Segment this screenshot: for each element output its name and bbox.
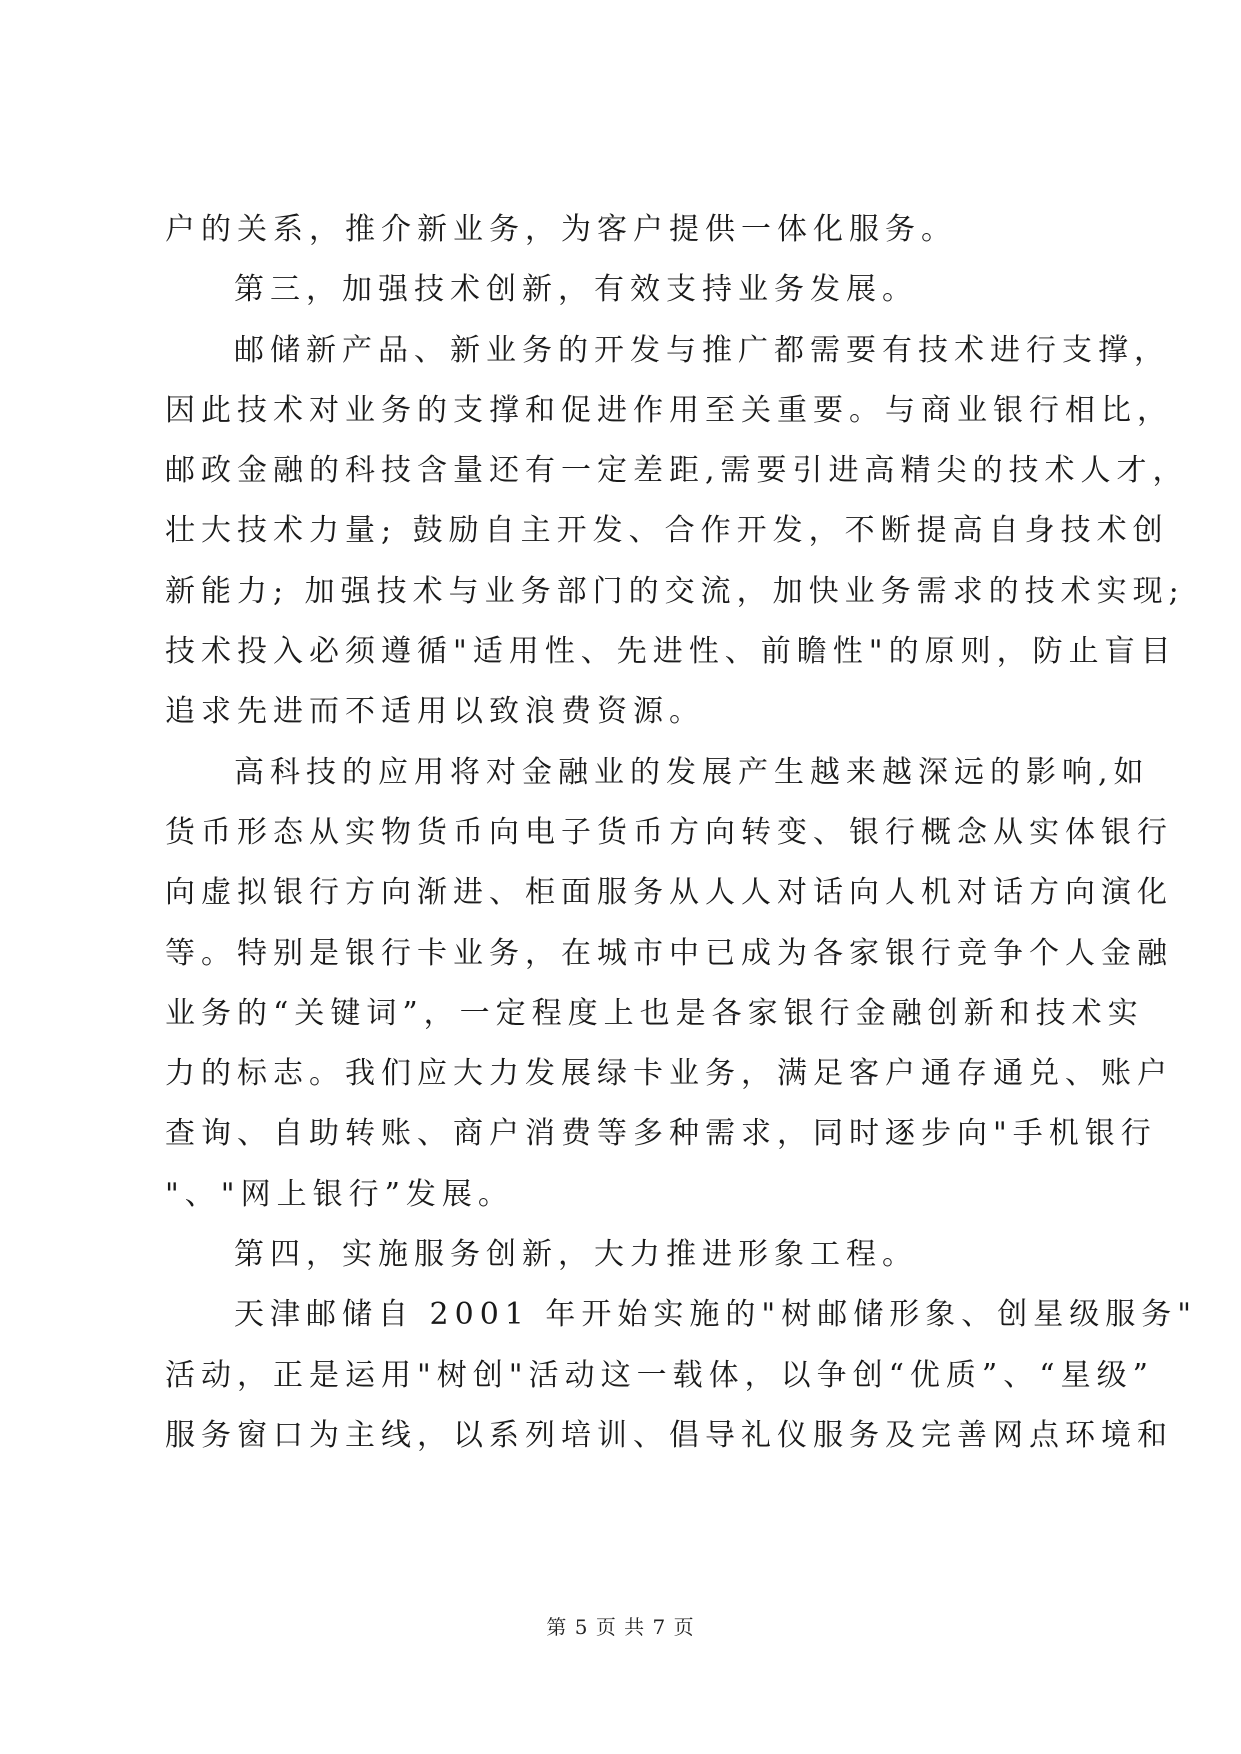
text-line-12: 向虚拟银行方向渐进、柜面服务从人人对话向人机对话方向演化 <box>165 875 1173 911</box>
document-body <box>165 200 1198 1466</box>
text-line-5: 邮政金融的科技含量还有一定差距,需要引进高精尖的技术人才， <box>165 453 1189 489</box>
text-line-19: 天津邮储自 2001 年开始实施的"树邮储形象、创星级服务" <box>234 1297 1198 1333</box>
page-number-footer: 第 5 页 共 7 页 <box>546 1615 695 1639</box>
text-line-13: 等。特别是银行卡业务，在城市中已成为各家银行竞争个人金融 <box>165 935 1173 971</box>
text-line-17: "、"网上银行”发展。 <box>165 1176 514 1212</box>
text-line-15: 力的标志。我们应大力发展绿卡业务，满足客户通存通兑、账户 <box>165 1056 1173 1092</box>
text-line-16: 查询、自助转账、商户消费等多种需求，同时逐步向"手机银行 <box>165 1116 1157 1152</box>
text-line-10: 高科技的应用将对金融业的发展产生越来越深远的影响,如 <box>234 754 1150 790</box>
text-line-21: 服务窗口为主线，以系列培训、倡导礼仪服务及完善网点环境和 <box>165 1417 1173 1453</box>
section-heading-4: 第四，实施服务创新，大力推进形象工程。 <box>234 1237 918 1273</box>
text-line-14: 业务的“关键词”，一定程度上也是各家银行金融创新和技术实 <box>165 995 1144 1031</box>
text-line-7: 新能力; 加强技术与业务部门的交流，加快业务需求的技术实现; <box>165 573 1185 609</box>
text-line-1: 户的关系，推介新业务，为客户提供一体化服务。 <box>165 212 957 247</box>
text-line-20: 活动，正是运用"树创"活动这一载体，以争创“优质”、“星级” <box>165 1357 1154 1393</box>
text-line-4: 因此技术对业务的支撑和促进作用至关重要。与商业银行相比， <box>165 392 1173 428</box>
text-line-8: 技术投入必须遵循"适用性、先进性、前瞻性"的原则，防止盲目 <box>165 634 1177 670</box>
text-line-3: 邮储新产品、新业务的开发与推广都需要有技术进行支撑， <box>234 332 1170 368</box>
section-heading-3: 第三，加强技术创新，有效支持业务发展。 <box>234 272 918 308</box>
text-line-9: 追求先进而不适用以致浪费资源。 <box>165 694 705 730</box>
text-line-6: 壮大技术力量; 鼓励自主开发、合作开发，不断提高自身技术创 <box>165 513 1169 549</box>
text-line-11: 货币形态从实物货币向电子货币方向转变、银行概念从实体银行 <box>165 814 1173 850</box>
